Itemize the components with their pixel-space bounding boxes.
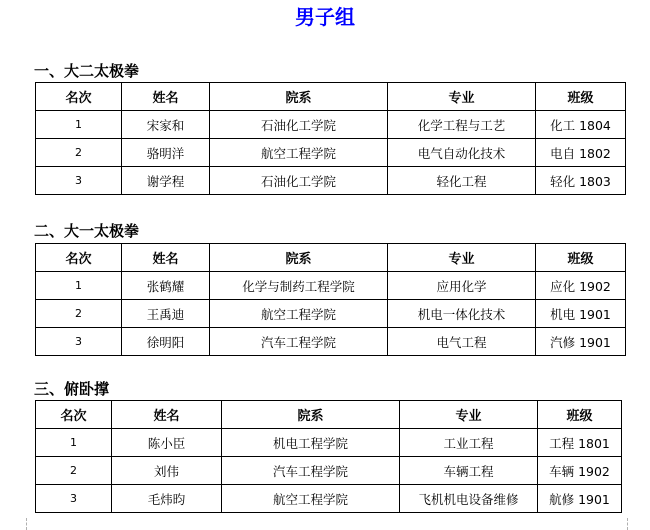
cell-major: 轻化工程 [388, 167, 536, 195]
cell-class: 电自 1802 [536, 139, 626, 167]
cell-class: 航修 1901 [538, 485, 622, 513]
header-major: 专业 [400, 401, 538, 429]
cell-major: 电气自动化技术 [388, 139, 536, 167]
cell-name: 王禹迪 [122, 300, 210, 328]
cell-major: 电气工程 [388, 328, 536, 356]
cell-name: 骆明洋 [122, 139, 210, 167]
table-row [36, 485, 622, 513]
header-major: 专业 [388, 83, 536, 111]
header-department: 院系 [210, 244, 388, 272]
cell-rank: 3 [36, 328, 122, 356]
table-row [36, 167, 626, 195]
cell-name: 陈小臣 [112, 429, 222, 457]
header-major: 专业 [388, 244, 536, 272]
table-row [36, 457, 622, 485]
cell-rank: 2 [36, 139, 122, 167]
cell-major: 飞机机电设备维修 [400, 485, 538, 513]
section-heading-2: 二、大一太极拳 [34, 222, 140, 240]
table-header-row [36, 244, 626, 272]
cell-major: 机电一体化技术 [388, 300, 536, 328]
cell-major: 化学工程与工艺 [388, 111, 536, 139]
cell-class: 应化 1902 [536, 272, 626, 300]
cell-class: 轻化 1803 [536, 167, 626, 195]
cell-rank: 3 [36, 485, 112, 513]
results-table-1 [35, 82, 626, 195]
cell-department: 机电工程学院 [222, 429, 400, 457]
table-row [36, 272, 626, 300]
header-class: 班级 [536, 83, 626, 111]
cell-class: 机电 1901 [536, 300, 626, 328]
header-class: 班级 [538, 401, 622, 429]
cell-major: 车辆工程 [400, 457, 538, 485]
cell-department: 航空工程学院 [222, 485, 400, 513]
cell-rank: 1 [36, 272, 122, 300]
cell-class: 化工 1804 [536, 111, 626, 139]
cell-rank: 1 [36, 429, 112, 457]
table-row [36, 328, 626, 356]
cell-department: 石油化工学院 [210, 167, 388, 195]
table-row [36, 429, 622, 457]
header-department: 院系 [210, 83, 388, 111]
page-title: 男子组 [295, 5, 355, 29]
header-name: 姓名 [122, 83, 210, 111]
cell-major: 工业工程 [400, 429, 538, 457]
table-header-row [36, 83, 626, 111]
cell-department: 航空工程学院 [210, 300, 388, 328]
table-row [36, 300, 626, 328]
table-row [36, 139, 626, 167]
cell-class: 工程 1801 [538, 429, 622, 457]
section-heading-1: 一、大二太极拳 [34, 62, 140, 80]
cell-name: 毛炜昀 [112, 485, 222, 513]
header-class: 班级 [536, 244, 626, 272]
cell-class: 车辆 1902 [538, 457, 622, 485]
results-table-3 [35, 400, 622, 513]
cell-department: 汽车工程学院 [222, 457, 400, 485]
page-boundary-marker [26, 518, 628, 530]
cell-rank: 3 [36, 167, 122, 195]
cell-name: 宋家和 [122, 111, 210, 139]
header-name: 姓名 [122, 244, 210, 272]
cell-name: 刘伟 [112, 457, 222, 485]
results-table-2 [35, 243, 626, 356]
cell-class: 汽修 1901 [536, 328, 626, 356]
table-header-row [36, 401, 622, 429]
header-rank: 名次 [36, 83, 122, 111]
header-rank: 名次 [36, 244, 122, 272]
header-name: 姓名 [112, 401, 222, 429]
cell-rank: 1 [36, 111, 122, 139]
cell-department: 石油化工学院 [210, 111, 388, 139]
cell-name: 谢学程 [122, 167, 210, 195]
cell-department: 航空工程学院 [210, 139, 388, 167]
cell-department: 汽车工程学院 [210, 328, 388, 356]
table-row [36, 111, 626, 139]
cell-name: 徐明阳 [122, 328, 210, 356]
cell-rank: 2 [36, 457, 112, 485]
cell-major: 应用化学 [388, 272, 536, 300]
cell-name: 张鹤耀 [122, 272, 210, 300]
cell-rank: 2 [36, 300, 122, 328]
section-heading-3: 三、俯卧撑 [34, 380, 110, 398]
cell-department: 化学与制药工程学院 [210, 272, 388, 300]
header-rank: 名次 [36, 401, 112, 429]
header-department: 院系 [222, 401, 400, 429]
